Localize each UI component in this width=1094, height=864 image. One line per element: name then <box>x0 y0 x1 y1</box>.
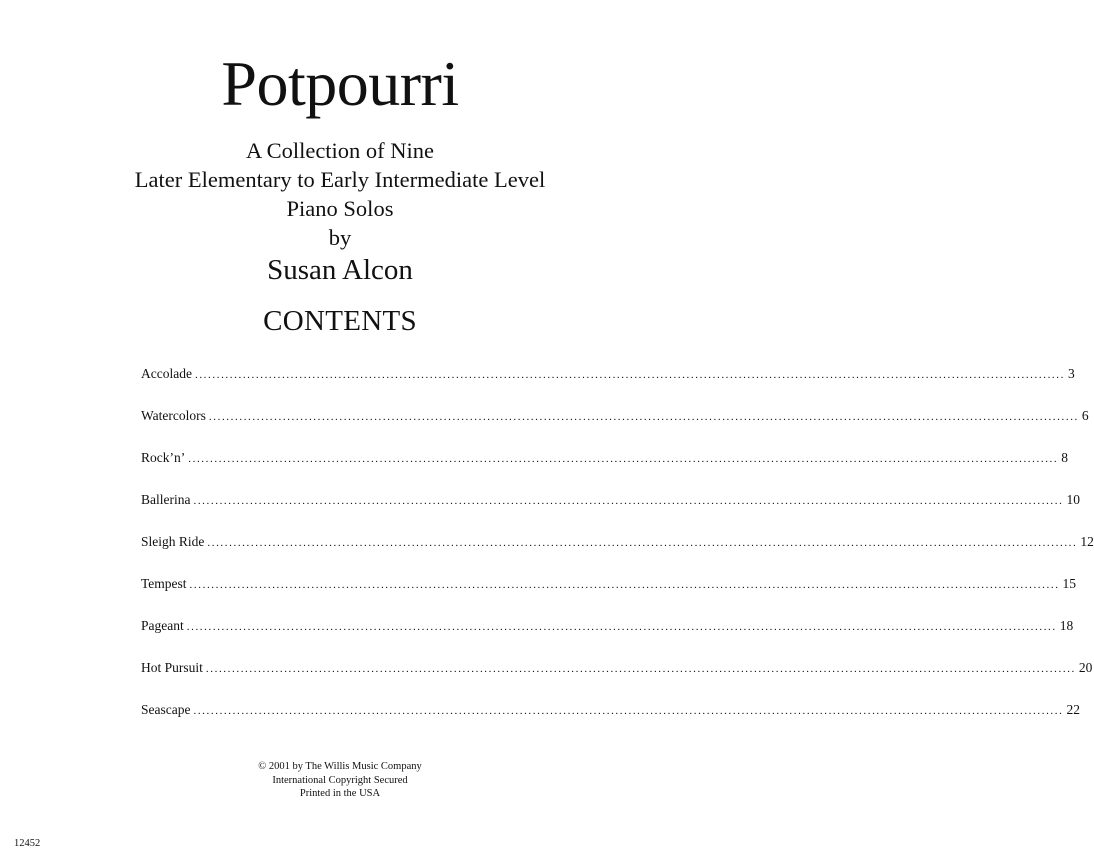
catalog-number: 12452 <box>14 838 41 849</box>
copyright-notice <box>0 760 680 801</box>
toc-entry-page: 3 <box>1067 366 1075 381</box>
toc-leader-dots: ........................................................................................................................................................................................................ <box>193 705 1064 717</box>
toc-leader-dots: ........................................................................................................................................................................................................ <box>205 663 1076 675</box>
copyright-line: © 2001 by The Willis Music Company <box>258 761 422 772</box>
toc-entry-title: Seascape <box>141 702 191 717</box>
book-title: Potpourri <box>221 48 459 119</box>
toc-leader-dots: ........................................................................................................................................................................................................ <box>208 411 1079 423</box>
toc-entry-page: 12 <box>1080 534 1094 549</box>
toc-entry-page: 22 <box>1066 702 1080 717</box>
contents-heading: CONTENTS <box>263 305 417 337</box>
subtitle-line: Piano Solos <box>286 196 394 221</box>
toc-entry <box>141 366 1075 408</box>
toc-entry <box>141 534 1094 576</box>
author-name: Susan Alcon <box>267 254 413 286</box>
toc-entry-page: 15 <box>1062 576 1077 591</box>
toc-entry-page: 6 <box>1081 408 1089 423</box>
toc-entry-title: Tempest <box>141 576 187 591</box>
subtitle-line: Later Elementary to Early Intermediate Level <box>134 167 546 192</box>
subtitle-block <box>0 136 680 288</box>
toc-entry-page: 18 <box>1059 618 1074 633</box>
toc-entry <box>141 492 1080 534</box>
toc-entry <box>141 408 1089 450</box>
toc-leader-dots: ........................................................................................................................................................................................................ <box>193 495 1064 507</box>
toc-entry-title: Hot Pursuit <box>141 660 203 675</box>
toc-leader-dots: ........................................................................................................................................................................................................ <box>188 453 1059 465</box>
toc-entry <box>141 576 1077 618</box>
subtitle-line: A Collection of Nine <box>245 138 435 163</box>
toc-entry-title: Ballerina <box>141 492 191 507</box>
toc-entry <box>141 618 1074 660</box>
toc-entry <box>141 702 1080 744</box>
copyright-line: Printed in the USA <box>299 788 381 799</box>
toc-leader-dots: ........................................................................................................................................................................................................ <box>207 537 1078 549</box>
toc-entry <box>141 450 1068 492</box>
toc-entry-title: Watercolors <box>141 408 206 423</box>
toc-entry <box>141 660 1093 702</box>
toc-entry-page: 10 <box>1066 492 1080 507</box>
table-of-contents <box>141 366 1094 744</box>
toc-leader-dots: ........................................................................................................................................................................................................ <box>186 621 1057 633</box>
toc-leader-dots: ........................................................................................................................................................................................................ <box>189 579 1060 591</box>
toc-entry-title: Accolade <box>141 366 192 381</box>
subtitle-line: by <box>328 225 352 250</box>
toc-entry-title: Rock’n’ <box>141 450 186 465</box>
copyright-line: International Copyright Secured <box>272 774 408 786</box>
toc-entry-page: 8 <box>1061 450 1068 465</box>
toc-leader-dots: ........................................................................................................................................................................................................ <box>194 369 1065 381</box>
toc-entry-page: 20 <box>1078 660 1093 675</box>
toc-entry-title: Pageant <box>141 618 184 633</box>
toc-entry-title: Sleigh Ride <box>141 534 205 549</box>
